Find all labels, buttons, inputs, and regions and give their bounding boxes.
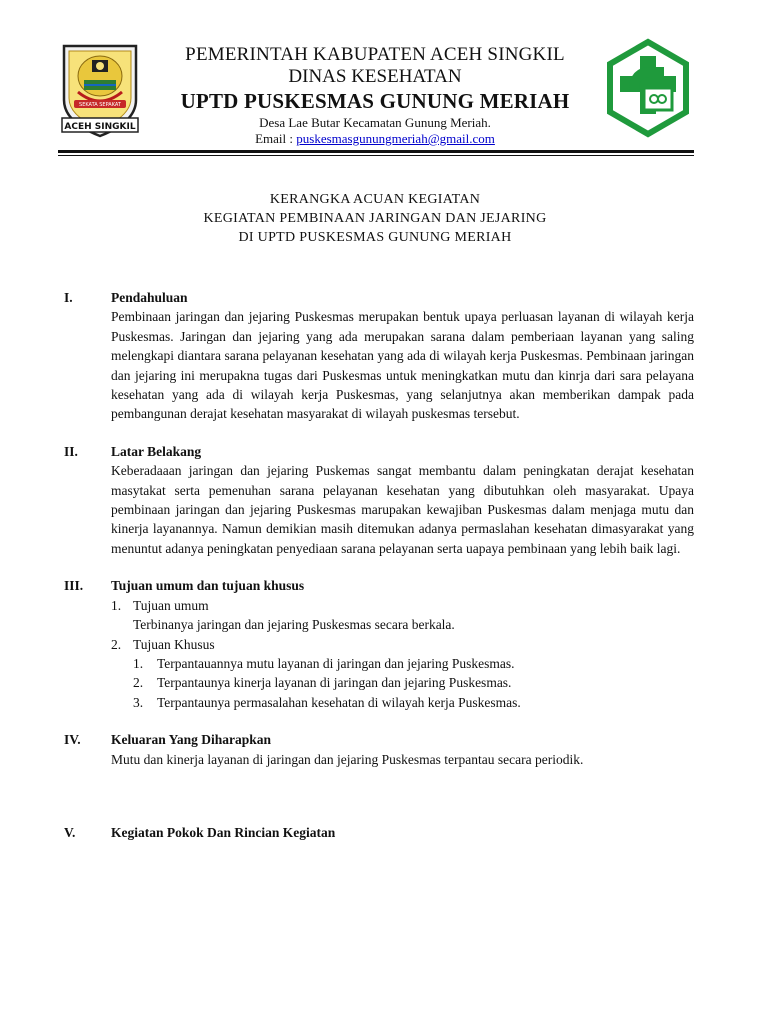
agency-name: DINAS KESEHATAN (288, 66, 462, 87)
section-heading: Keluaran Yang Diharapkan (111, 732, 272, 748)
section-number: II. (64, 443, 78, 459)
email-link[interactable]: puskesmasgunungmeriah@gmail.com (296, 131, 495, 146)
list-item-text: Terpantaunya permasalahan kesehatan di wilayah kerja Puskesmas. (157, 694, 521, 710)
section-heading: Latar Belakang (111, 443, 202, 459)
section-number: IV. (64, 732, 81, 748)
section-pendahuluan (64, 288, 694, 424)
section-kegiatan-pokok (64, 823, 694, 842)
objectives-list (111, 596, 694, 712)
section-heading: Kegiatan Pokok Dan Rincian Kegiatan (111, 824, 336, 840)
list-number: 2. (133, 675, 144, 691)
email-label: Email : (255, 131, 297, 146)
list-number: 3. (133, 694, 144, 710)
list-item (133, 693, 694, 712)
institution-name: UPTD PUSKESMAS GUNUNG MERIAH (180, 89, 570, 113)
section-heading: Pendahuluan (111, 290, 188, 305)
section-tujuan (64, 576, 694, 712)
list-item-text: Terpantaunya kinerja layanan di jaringan dan jejaring Puskesmas. (157, 675, 512, 691)
email-line (150, 131, 600, 147)
list-item-label: Tujuan umum (133, 597, 209, 613)
emblem-caption: ACEH SINGKIL (64, 122, 136, 132)
puskesmas-logo (604, 38, 692, 138)
section-paragraph: Pembinaan jaringan dan jejaring Puskesmas merupakan bentuk upaya perluasan layanan di wilayah kerja Puskesmas. Jaringan dan jejaring yang ada merupakan sarana dalam pemberiaan layanan yang saling melengkapi diantara sarana pelayanan kesehatan yang ada di wilayah kerja Puskesmas. Pembinaan jaringan dan jejaring ini merupakna tugas dari Puskesmas untuk meningkatkan mutu dan kinrja dari sara pelayana kesehatan yang ada di wilayah kerja Puskesmas, yang selanjutnya akan memberikan dampak pada pembangunan derajat kesehatan masyarakat di wilayah puskesmas tersebut. (111, 309, 694, 422)
section-heading: Tujuan umum dan tujuan khusus (111, 578, 305, 594)
section-keluaran (64, 730, 694, 769)
address: Desa Lae Butar Kecamatan Gunung Meriah. (259, 115, 491, 130)
letterhead-rule-thin (58, 155, 694, 156)
list-item (133, 673, 694, 692)
section-paragraph: Mutu dan kinerja layanan di jaringan dan jejaring Puskesmas terpantau secara periodik. (111, 751, 584, 767)
section-number: III. (64, 578, 84, 594)
list-item-text: Terbinanya jaringan dan jejaring Puskesmas secara berkala. (133, 617, 455, 633)
specific-objectives-list (133, 654, 694, 712)
list-number: 1. (111, 597, 122, 613)
title-line-2: KEGIATAN PEMBINAAN JARINGAN DAN JEJARING (203, 211, 547, 226)
title-line-1: KERANGKA ACUAN KEGIATAN (269, 192, 481, 207)
letterhead-rule (58, 150, 694, 153)
section-number: I. (64, 290, 73, 305)
document-body (64, 288, 694, 860)
list-item-label: Tujuan Khusus (133, 636, 215, 652)
government-name: PEMERINTAH KABUPATEN ACEH SINGKIL (185, 44, 565, 65)
list-item (111, 596, 694, 615)
aceh-singkil-emblem (56, 40, 144, 140)
title-line-3: DI UPTD PUSKESMAS GUNUNG MERIAH (238, 230, 512, 245)
emblem-ribbon-text: SEKATA SEPAKAT (79, 102, 121, 108)
list-number: 2. (111, 636, 122, 652)
document-title (100, 190, 650, 247)
list-number: 1. (133, 655, 144, 671)
section-latar-belakang (64, 442, 694, 558)
section-number: V. (64, 824, 76, 840)
section-paragraph: Keberadaaan jaringan dan jejaring Puskemas sangat membantu dalam peningkatan derajat kesehatan masytakat serta pemenuhan sarana pelayanan kesehatan yang dibutuhkan oleh masyarakat. Upaya pembinaan jaringan dan jejaring Puskesmas marupakan kewajiban Puskesmas dalam menjaga mutu dan kinerja layanannya. Namun demikian masih ditemukan adanya permaslahan kesehatan dimasyarakat yang menuntut adanya peningkatan penyediaan sarana pelayanan serta uapaya pembinaan yang lebih baik lagi. (111, 463, 694, 556)
list-item-text: Terpantauannya mutu layanan di jaringan dan jejaring Puskesmas. (157, 655, 515, 671)
letterhead-text (150, 44, 600, 147)
list-item (133, 654, 694, 673)
list-item (111, 635, 694, 654)
